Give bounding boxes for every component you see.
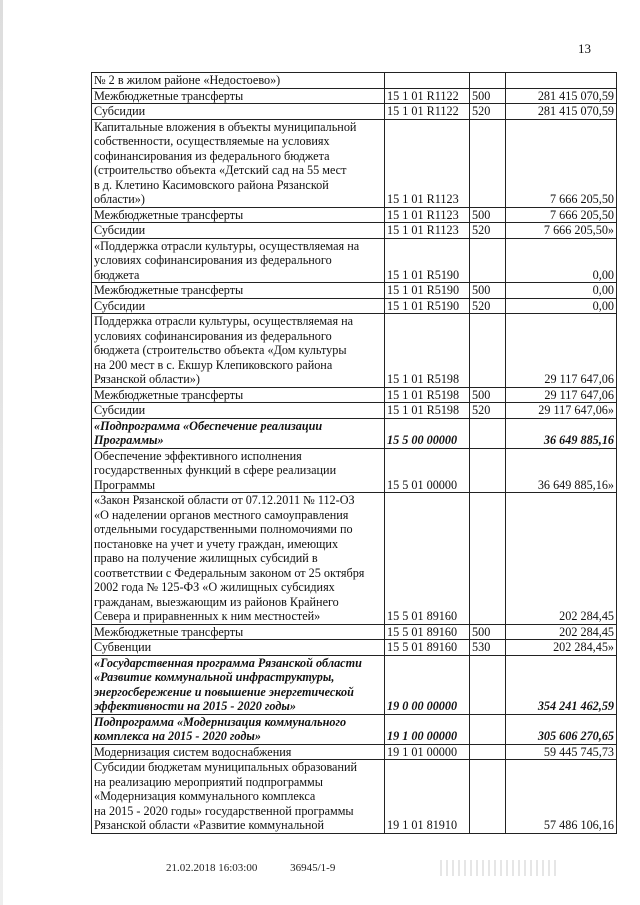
row-sum: 0,00	[506, 298, 617, 314]
table-row	[92, 283, 617, 299]
row-name: «Поддержка отрасли культуры, осуществляемая на условиях софинансирования из федерального бюджета	[92, 238, 385, 283]
table-row	[92, 104, 617, 120]
row-sum: 59 445 745,73	[506, 744, 617, 760]
row-code: 15 5 01 89160	[385, 640, 470, 656]
row-name: № 2 в жилом районе «Недостоево»)	[92, 73, 385, 89]
row-code: 15 5 01 00000	[385, 448, 470, 493]
row-expense-type: 520	[470, 403, 506, 419]
page-number: 13	[578, 41, 591, 56]
row-sum: 29 117 647,06	[506, 387, 617, 403]
row-sum: 281 415 070,59	[506, 104, 617, 120]
table-row	[92, 448, 617, 493]
table-row	[92, 223, 617, 239]
table-row	[92, 744, 617, 760]
row-expense-type	[470, 418, 506, 448]
row-expense-type: 520	[470, 223, 506, 239]
row-expense-type: 500	[470, 387, 506, 403]
row-name: Субсидии бюджетам муниципальных образований на реализацию мероприятий подпрограммы «Модернизация коммунального комплекса на 2015 - 2020 годы» государственной программы Рязанской области «Развитие коммунальной	[92, 760, 385, 834]
row-expense-type	[470, 493, 506, 625]
row-sum: 281 415 070,59	[506, 88, 617, 104]
row-name: Субсидии	[92, 298, 385, 314]
row-code: 19 1 01 81910	[385, 760, 470, 834]
row-expense-type: 500	[470, 624, 506, 640]
table-row	[92, 387, 617, 403]
row-expense-type	[470, 760, 506, 834]
row-sum: 202 284,45»	[506, 640, 617, 656]
row-code: 15 1 01 R5198	[385, 403, 470, 419]
row-expense-type	[470, 238, 506, 283]
table-row	[92, 714, 617, 744]
row-code: 15 1 01 R1123	[385, 223, 470, 239]
row-sum: 0,00	[506, 283, 617, 299]
row-sum: 305 606 270,65	[506, 714, 617, 744]
faint-stamp	[440, 860, 560, 876]
table-row	[92, 418, 617, 448]
row-code: 15 5 01 89160	[385, 493, 470, 625]
footer	[166, 862, 335, 874]
footer-doc-id: 36945/1-9	[290, 862, 336, 874]
row-sum: 0,00	[506, 238, 617, 283]
row-code: 15 5 01 89160	[385, 624, 470, 640]
table-row	[92, 314, 617, 388]
budget-table	[91, 72, 617, 834]
table-row	[92, 640, 617, 656]
table-row	[92, 760, 617, 834]
row-code: 19 1 00 00000	[385, 714, 470, 744]
row-name: Субсидии	[92, 104, 385, 120]
row-sum: 29 117 647,06»	[506, 403, 617, 419]
row-sum: 7 666 205,50	[506, 119, 617, 207]
table-row	[92, 403, 617, 419]
row-expense-type: 530	[470, 640, 506, 656]
row-code: 15 1 01 R1122	[385, 104, 470, 120]
row-expense-type: 520	[470, 104, 506, 120]
row-sum: 7 666 205,50	[506, 207, 617, 223]
row-code: 15 1 01 R1123	[385, 207, 470, 223]
row-expense-type	[470, 655, 506, 714]
table-row	[92, 88, 617, 104]
row-sum: 36 649 885,16»	[506, 448, 617, 493]
table-row	[92, 119, 617, 207]
table-row	[92, 238, 617, 283]
row-expense-type: 500	[470, 88, 506, 104]
row-code: 15 1 01 R1122	[385, 88, 470, 104]
row-expense-type	[470, 314, 506, 388]
row-sum: 7 666 205,50»	[506, 223, 617, 239]
row-code: 15 1 01 R5190	[385, 298, 470, 314]
row-name: Межбюджетные трансферты	[92, 283, 385, 299]
row-sum	[506, 73, 617, 89]
row-expense-type: 500	[470, 283, 506, 299]
row-code: 19 0 00 00000	[385, 655, 470, 714]
row-code	[385, 73, 470, 89]
table-row	[92, 655, 617, 714]
row-code: 19 1 01 00000	[385, 744, 470, 760]
table-row	[92, 493, 617, 625]
row-name: Подпрограмма «Модернизация коммунального комплекса на 2015 - 2020 годы»	[92, 714, 385, 744]
row-name: Межбюджетные трансферты	[92, 387, 385, 403]
row-expense-type	[470, 119, 506, 207]
row-code: 15 5 00 00000	[385, 418, 470, 448]
row-expense-type	[470, 744, 506, 760]
row-sum: 57 486 106,16	[506, 760, 617, 834]
row-expense-type	[470, 714, 506, 744]
row-code: 15 1 01 R5198	[385, 387, 470, 403]
row-name: Поддержка отрасли культуры, осуществляемая на условиях софинансирования из федерального бюджета (строительство объекта «Дом культуры на 200 мест в с. Екшур Клепиковского района Рязанской области»)	[92, 314, 385, 388]
table-row	[92, 73, 617, 89]
row-name: «Закон Рязанской области от 07.12.2011 № 112-ОЗ «О наделении органов местного самоуправления отдельными государственными полномочиями по постановке на учет и учету граждан, имеющих право на получение жилищных субсидий в соответствии с Федеральным законом от 25 октября 2002 года № 125-ФЗ «О жилищных субсидиях гражданам, выезжающим из районов Крайнего Севера и приравненных к ним местностей»	[92, 493, 385, 625]
row-name: Субсидии	[92, 223, 385, 239]
row-code: 15 1 01 R5198	[385, 314, 470, 388]
footer-datetime: 21.02.2018 16:03:00	[166, 862, 258, 874]
row-sum: 354 241 462,59	[506, 655, 617, 714]
row-name: Модернизация систем водоснабжения	[92, 744, 385, 760]
page-edge	[0, 0, 3, 905]
row-name: Обеспечение эффективного исполнения государственных функций в сфере реализации Программы	[92, 448, 385, 493]
row-name: «Государственная программа Рязанской области «Развитие коммунальной инфраструктуры, энергосбережение и повышение энергетической эффективности на 2015 - 2020 годы»	[92, 655, 385, 714]
row-sum: 29 117 647,06	[506, 314, 617, 388]
row-sum: 202 284,45	[506, 624, 617, 640]
row-sum: 36 649 885,16	[506, 418, 617, 448]
row-name: Субвенции	[92, 640, 385, 656]
row-expense-type	[470, 73, 506, 89]
table-row	[92, 207, 617, 223]
row-code: 15 1 01 R1123	[385, 119, 470, 207]
row-name: Субсидии	[92, 403, 385, 419]
row-code: 15 1 01 R5190	[385, 283, 470, 299]
row-expense-type: 500	[470, 207, 506, 223]
row-expense-type: 520	[470, 298, 506, 314]
row-name: «Подпрограмма «Обеспечение реализации Программы»	[92, 418, 385, 448]
row-name: Межбюджетные трансферты	[92, 207, 385, 223]
table-row	[92, 298, 617, 314]
row-name: Капитальные вложения в объекты муниципальной собственности, осуществляемые на условиях софинансирования из федерального бюджета (строительство объекта «Детский сад на 55 мест в д. Клетино Касимовского района Рязанской области»)	[92, 119, 385, 207]
row-name: Межбюджетные трансферты	[92, 88, 385, 104]
table-row	[92, 624, 617, 640]
row-name: Межбюджетные трансферты	[92, 624, 385, 640]
row-sum: 202 284,45	[506, 493, 617, 625]
row-code: 15 1 01 R5190	[385, 238, 470, 283]
row-expense-type	[470, 448, 506, 493]
